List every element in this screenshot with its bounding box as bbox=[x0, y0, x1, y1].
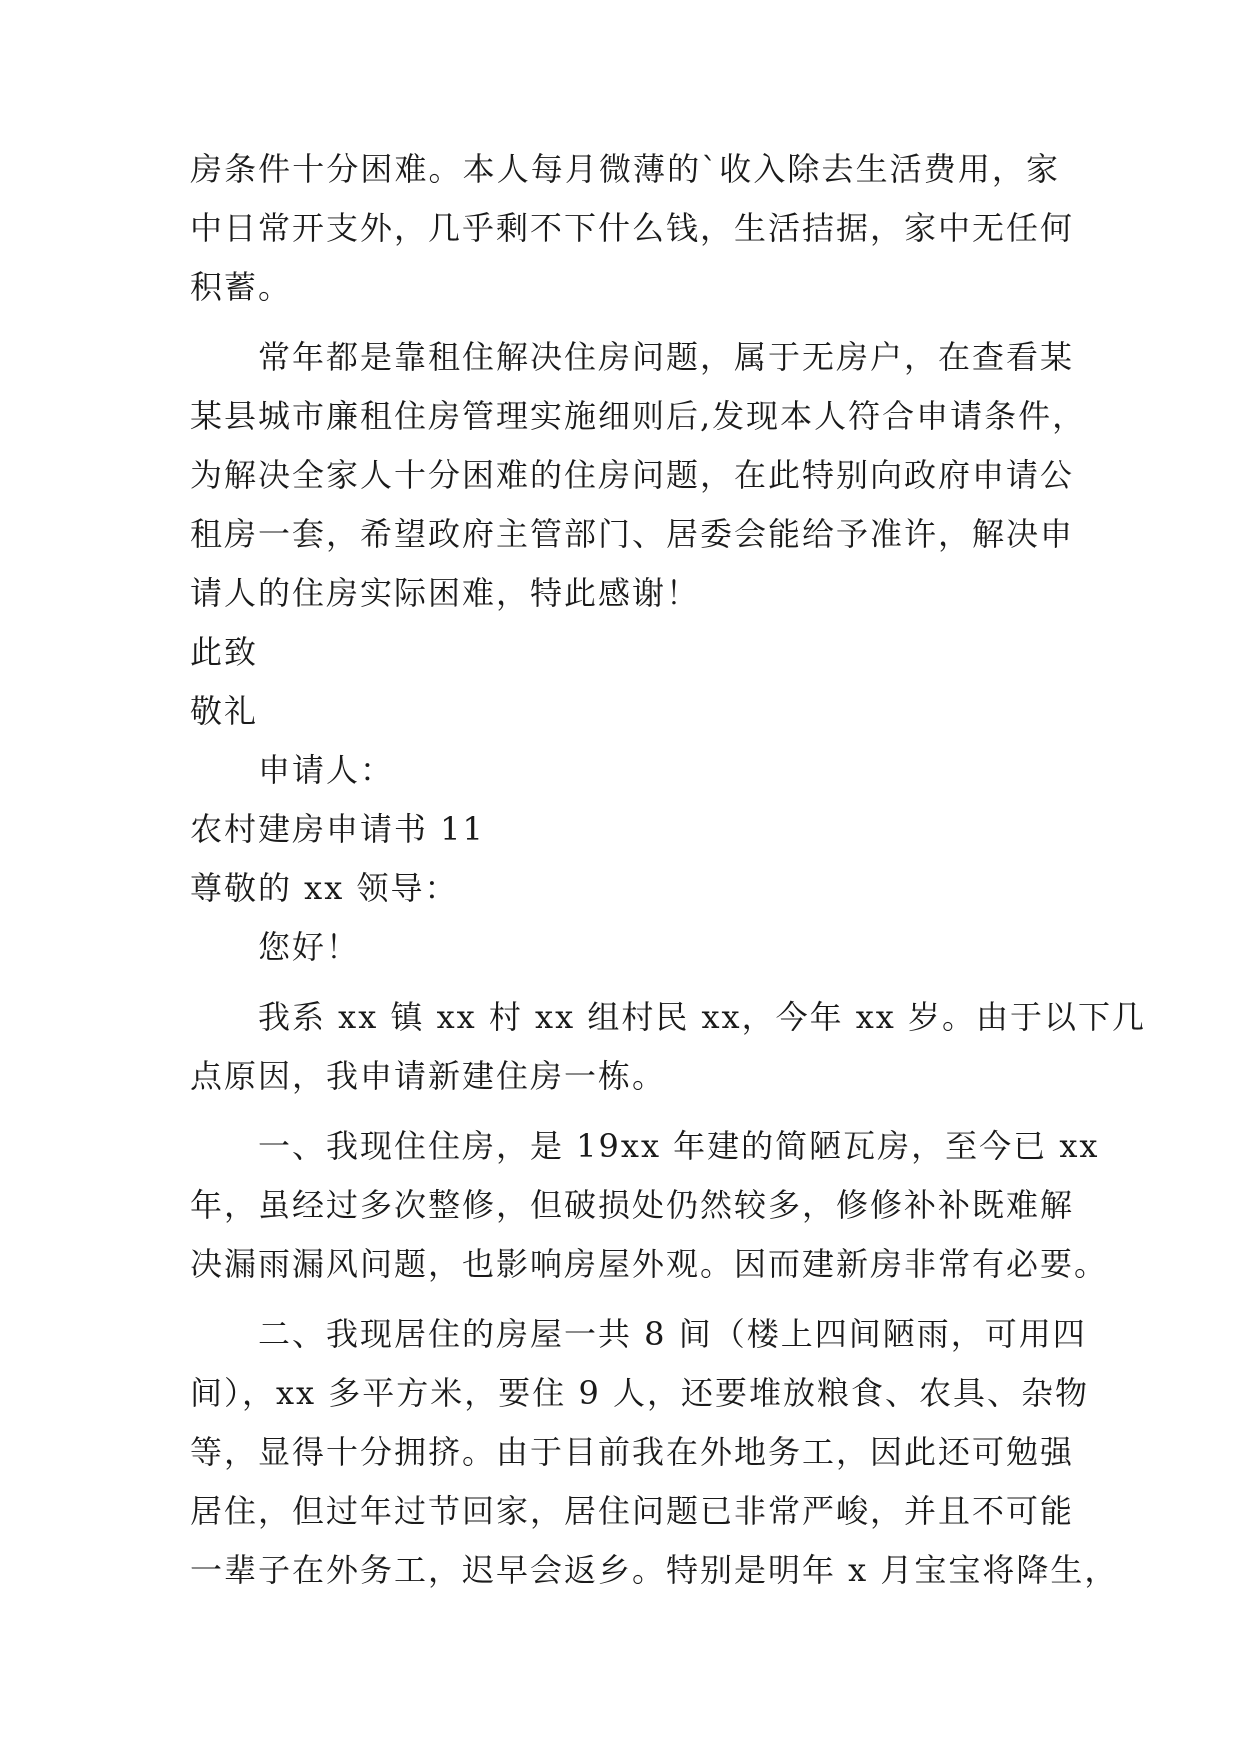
document-page bbox=[190, 140, 1147, 1600]
text-line: 二、我现居住的房屋一共 8 间（楼上四间陋雨，可用四 bbox=[258, 1315, 1087, 1353]
text-line: 租房一套，希望政府主管部门、居委会能给予准许，解决申 bbox=[190, 515, 1075, 553]
text-line: 等，显得十分拥挤。由于目前我在外地务工，因此还可勉强 bbox=[190, 1433, 1075, 1471]
text-line: 房条件十分困难。本人每月微薄的`收入除去生活费用，家 bbox=[190, 150, 1060, 188]
closing-salutation: 此致 bbox=[190, 633, 259, 671]
text-line: 积蓄。 bbox=[190, 268, 293, 306]
letter-greeting: 尊敬的 xx 领导： bbox=[190, 869, 459, 907]
text-line: 某县城市廉租住房管理实施细则后,发现本人符合申请条件， bbox=[190, 397, 1087, 435]
text-line: 年，虽经过多次整修，但破损处仍然较多，修修补补既难解 bbox=[190, 1186, 1075, 1224]
text-line: 点原因，我申请新建住房一栋。 bbox=[190, 1057, 667, 1095]
applicant-signature-label: 申请人： bbox=[258, 751, 395, 789]
text-line: 间），xx 多平方米，要住 9 人，还要堆放粮食、农具、杂物 bbox=[190, 1374, 1089, 1412]
text-line: 我系 xx 镇 xx 村 xx 组村民 xx，今年 xx 岁。由于以下几 bbox=[258, 998, 1147, 1036]
text-line: 为解决全家人十分困难的住房问题，在此特别向政府申请公 bbox=[190, 456, 1075, 494]
text-line: 常年都是靠租住解决住房问题，属于无房户，在查看某 bbox=[258, 338, 1075, 376]
section-title: 农村建房申请书 11 bbox=[190, 810, 485, 848]
text-line: 居住，但过年过节回家，居住问题已非常严峻，并且不可能 bbox=[190, 1492, 1075, 1530]
text-line: 您好！ bbox=[258, 928, 361, 966]
closing-regards: 敬礼 bbox=[190, 692, 259, 730]
text-line: 决漏雨漏风问题，也影响房屋外观。因而建新房非常有必要。 bbox=[190, 1245, 1109, 1283]
text-line: 请人的住房实际困难，特此感谢！ bbox=[190, 574, 701, 612]
text-line: 中日常开支外，几乎剩不下什么钱，生活拮据，家中无任何 bbox=[190, 209, 1075, 247]
text-line: 一辈子在外务工，迟早会返乡。特别是明年 x 月宝宝将降生， bbox=[190, 1551, 1119, 1589]
text-line: 一、我现住住房，是 19xx 年建的简陋瓦房，至今已 xx bbox=[258, 1127, 1100, 1165]
